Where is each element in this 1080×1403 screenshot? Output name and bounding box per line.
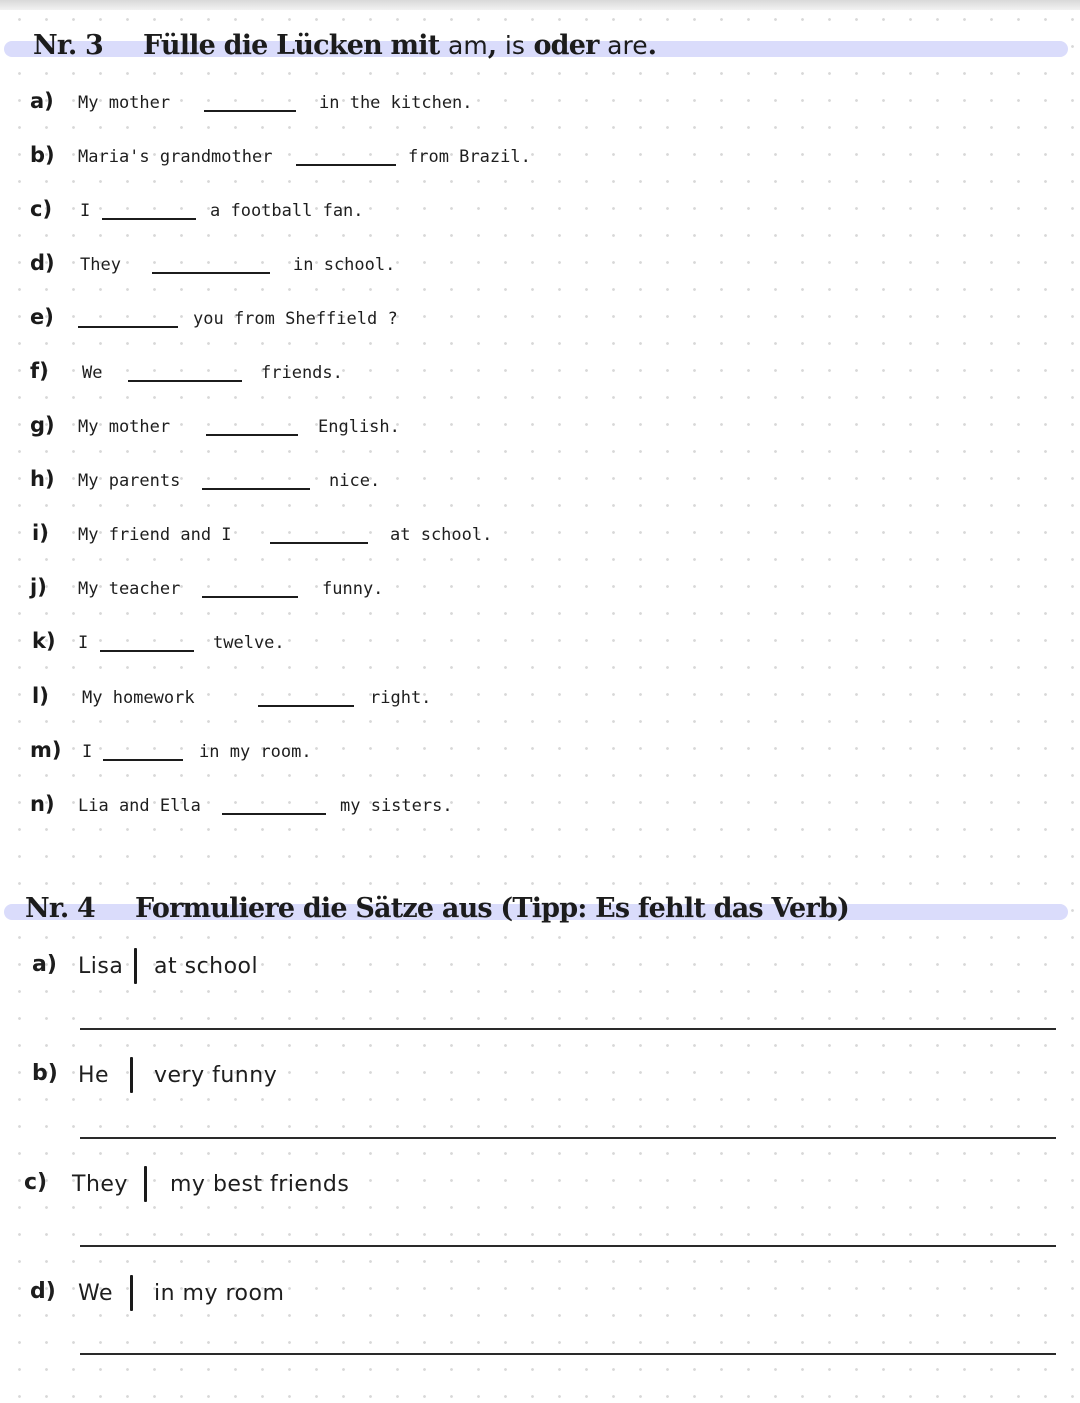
item-rest: very funny bbox=[154, 1063, 278, 1088]
rewrite-item-d bbox=[0, 1279, 1080, 1379]
sentence-end: a football fan. bbox=[210, 201, 364, 221]
exercise-label: c) bbox=[30, 197, 53, 221]
sentence-end: in school. bbox=[293, 255, 396, 275]
exercise-m bbox=[0, 738, 1080, 778]
separator-bar bbox=[130, 1057, 133, 1093]
answer-blank[interactable] bbox=[296, 164, 396, 166]
exercise-l bbox=[0, 684, 1080, 724]
sentence-start: My teacher bbox=[78, 579, 181, 599]
item-rest: at school bbox=[154, 954, 259, 979]
top-edge bbox=[0, 0, 1080, 10]
sentence-start: Maria's grandmother bbox=[78, 147, 273, 167]
answer-blank[interactable] bbox=[102, 218, 196, 220]
answer-blank[interactable] bbox=[128, 380, 242, 382]
sentence-end: my sisters. bbox=[340, 796, 453, 816]
answer-blank[interactable] bbox=[152, 272, 270, 274]
word-are: are bbox=[607, 31, 648, 60]
exercise-label: a) bbox=[30, 89, 54, 113]
sentence-end: right. bbox=[370, 688, 432, 708]
sentence-start: I bbox=[82, 742, 93, 762]
exercise-label: f) bbox=[30, 359, 49, 383]
word-am: am bbox=[448, 31, 488, 60]
sentence-end: you from Sheffield ? bbox=[193, 309, 398, 329]
section-4-header bbox=[0, 889, 1080, 935]
exercise-label: j) bbox=[30, 575, 47, 599]
sentence-start: My mother bbox=[78, 93, 171, 113]
exercise-a bbox=[0, 89, 1080, 129]
sentence-start: My friend and I bbox=[78, 525, 232, 545]
answer-line[interactable] bbox=[80, 1137, 1056, 1139]
sentence-start: They bbox=[80, 255, 121, 275]
exercise-n bbox=[0, 792, 1080, 832]
exercise-label: i) bbox=[32, 521, 49, 545]
answer-blank[interactable] bbox=[100, 650, 194, 652]
item-label: a) bbox=[32, 952, 57, 977]
item-subject: We bbox=[78, 1281, 113, 1306]
sentence-end: in the kitchen. bbox=[319, 93, 473, 113]
exercise-j bbox=[0, 575, 1080, 615]
answer-blank[interactable] bbox=[258, 705, 354, 707]
exercise-i bbox=[0, 521, 1080, 561]
sentence-end: from Brazil. bbox=[408, 147, 531, 167]
exercise-label: n) bbox=[30, 792, 55, 816]
section-3-title bbox=[143, 30, 656, 61]
answer-blank[interactable] bbox=[204, 110, 296, 112]
item-label: b) bbox=[32, 1061, 58, 1086]
item-subject: They bbox=[72, 1172, 128, 1197]
item-label: c) bbox=[24, 1170, 48, 1195]
exercise-label: k) bbox=[32, 629, 56, 653]
sentence-end: at school. bbox=[390, 525, 493, 545]
exercise-g bbox=[0, 413, 1080, 453]
rewrite-item-b bbox=[0, 1061, 1080, 1161]
section-4-number: Nr. 4 bbox=[25, 893, 96, 924]
item-rest: my best friends bbox=[170, 1172, 350, 1197]
sentence-start: Lia and Ella bbox=[78, 796, 201, 816]
exercise-label: h) bbox=[30, 467, 55, 491]
exercise-label: g) bbox=[30, 413, 55, 437]
exercise-c bbox=[0, 197, 1080, 237]
sentence-start: My parents bbox=[78, 471, 181, 491]
sentence-end: English. bbox=[318, 417, 400, 437]
answer-line[interactable] bbox=[80, 1028, 1056, 1030]
item-rest: in my room bbox=[154, 1281, 285, 1306]
exercise-d bbox=[0, 251, 1080, 291]
exercise-e bbox=[0, 305, 1080, 345]
sentence-end: friends. bbox=[261, 363, 343, 383]
sentence-start: My homework bbox=[82, 688, 195, 708]
item-subject: Lisa bbox=[78, 954, 124, 979]
title-conj: oder bbox=[524, 30, 608, 61]
title-end: . bbox=[647, 30, 657, 61]
separator-bar bbox=[144, 1166, 147, 1202]
answer-blank[interactable] bbox=[202, 488, 310, 490]
exercise-label: d) bbox=[30, 251, 55, 275]
answer-blank[interactable] bbox=[222, 813, 326, 815]
answer-line[interactable] bbox=[80, 1353, 1056, 1355]
sentence-start: I bbox=[78, 633, 89, 653]
section-3-header bbox=[0, 26, 1080, 72]
exercise-f bbox=[0, 359, 1080, 399]
answer-blank[interactable] bbox=[103, 759, 183, 761]
section-4-title: Formuliere die Sätze aus (Tipp: Es fehlt das Verb) bbox=[135, 893, 849, 924]
separator-bar bbox=[134, 948, 137, 984]
section-3-number: Nr. 3 bbox=[33, 30, 104, 61]
sentence-start: My mother bbox=[78, 417, 171, 437]
item-subject: He bbox=[78, 1063, 110, 1088]
exercise-label: e) bbox=[30, 305, 54, 329]
answer-blank[interactable] bbox=[206, 434, 298, 436]
separator-bar bbox=[130, 1275, 133, 1311]
rewrite-item-c bbox=[0, 1170, 1080, 1270]
sentence-start: We bbox=[82, 363, 103, 383]
sentence-end: in my room. bbox=[199, 742, 312, 762]
item-label: d) bbox=[30, 1279, 56, 1304]
exercise-label: b) bbox=[30, 143, 55, 167]
title-prefix: Fülle die Lücken mit bbox=[143, 30, 448, 61]
exercise-label: l) bbox=[32, 684, 49, 708]
exercise-b bbox=[0, 143, 1080, 183]
exercise-k bbox=[0, 629, 1080, 669]
sentence-end: nice. bbox=[329, 471, 381, 491]
answer-blank[interactable] bbox=[270, 542, 368, 544]
sentence-start: I bbox=[80, 201, 91, 221]
rewrite-item-a bbox=[0, 952, 1080, 1052]
sentence-end: twelve. bbox=[213, 633, 285, 653]
answer-line[interactable] bbox=[80, 1245, 1056, 1247]
answer-blank[interactable] bbox=[78, 326, 178, 328]
word-is: is bbox=[504, 31, 525, 60]
sentence-end: funny. bbox=[322, 579, 384, 599]
exercise-label: m) bbox=[30, 738, 62, 762]
exercise-h bbox=[0, 467, 1080, 507]
title-sep: , bbox=[487, 30, 505, 61]
answer-blank[interactable] bbox=[202, 596, 298, 598]
